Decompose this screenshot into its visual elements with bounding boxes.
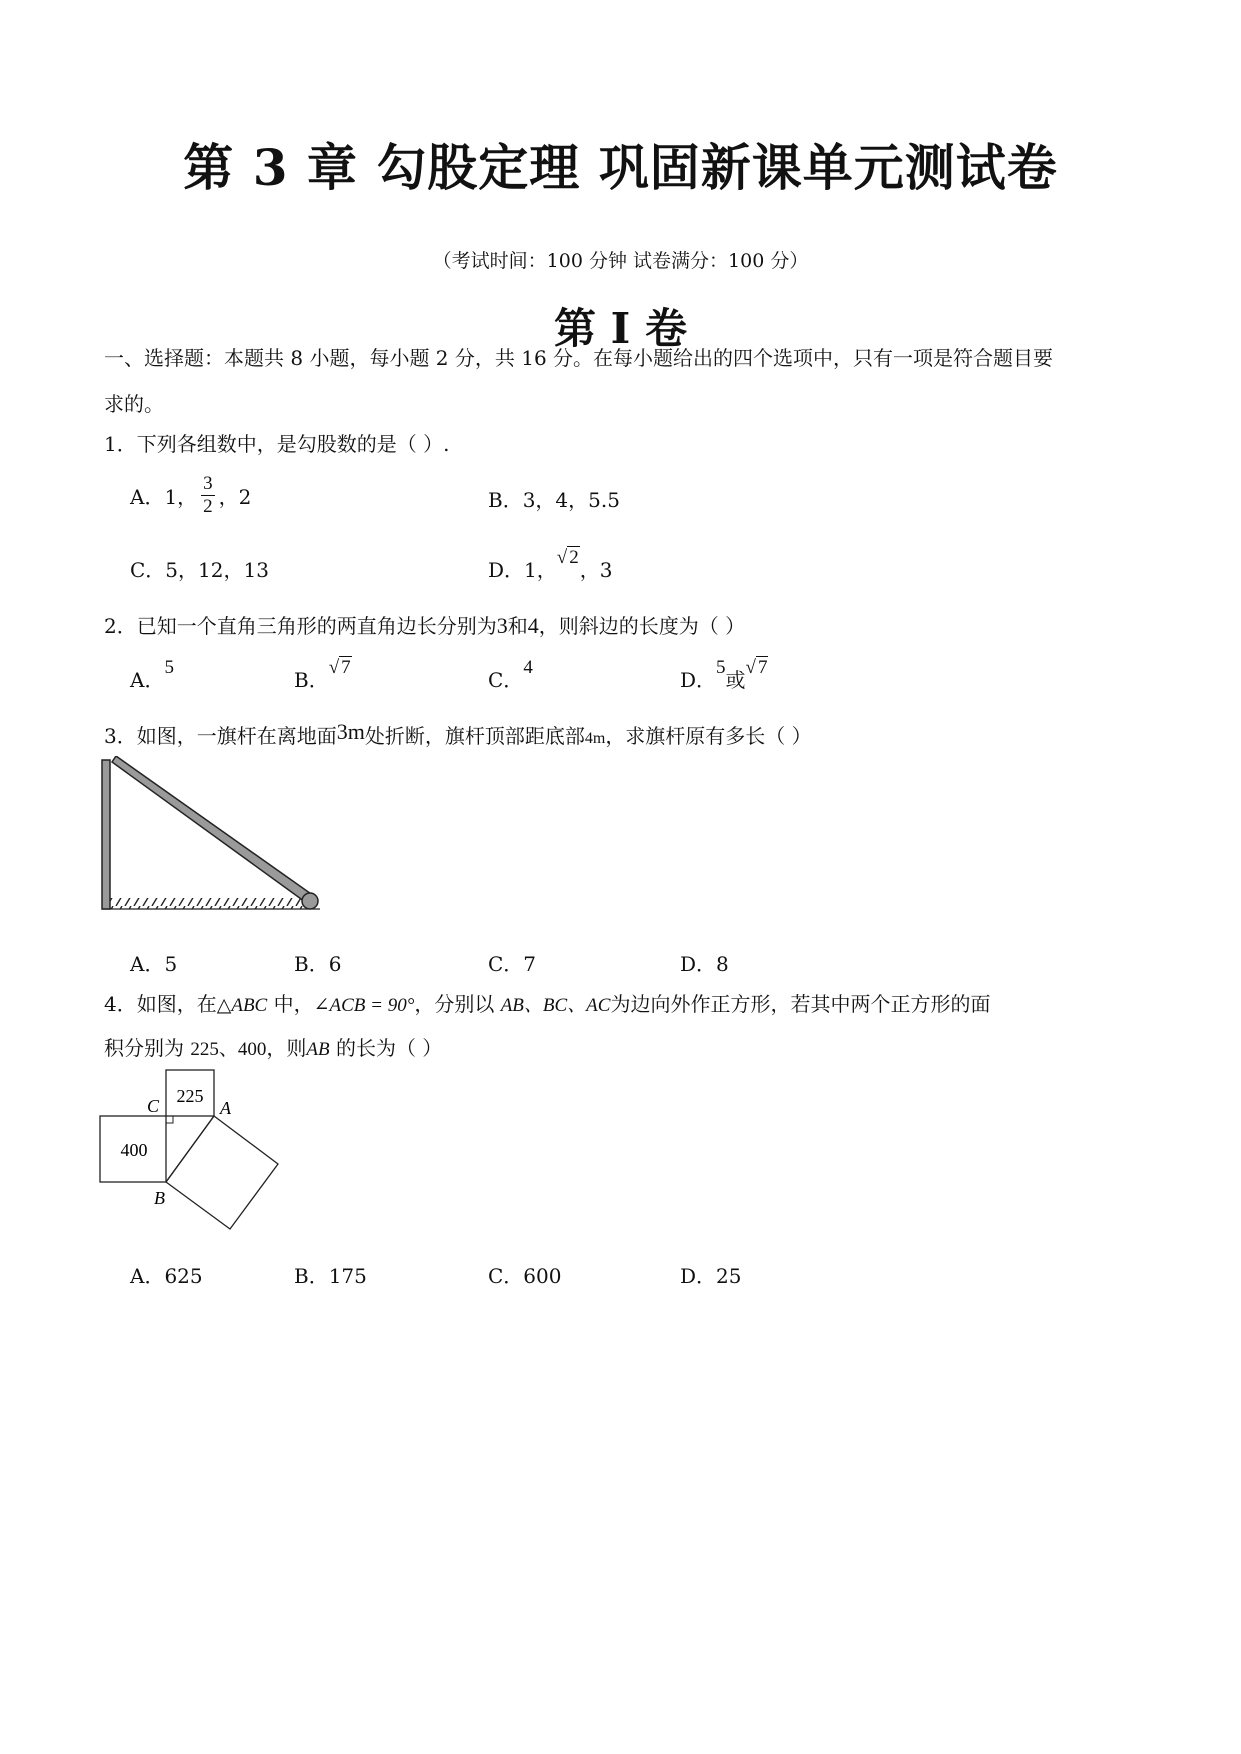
q2-option-d-value: 5 [716,657,726,678]
q2-option-d [680,657,768,693]
q2-option-d-sqrt: √ 7 [745,657,768,678]
q1-option-b: B．3，4，5.5 [488,488,620,512]
q1-option-a-prefix: A．1， [130,484,198,509]
q4-stem-line2 [104,1032,442,1061]
q1-option-d [488,547,613,583]
square-ab [166,1116,278,1229]
q4-option-a: A．625 [130,1264,203,1288]
flagpole-standing-part [102,760,110,909]
q1-option-d-prefix: D．1， [488,558,557,582]
q2-option-b-sqrt: √ 7 [328,657,351,678]
q4-stem-part5: 积分别为 [104,1036,184,1060]
flagpole-top-ball [302,893,318,909]
q3-stem-part2: 处折断，旗杆顶部距底部 [364,724,585,748]
right-angle-mark [166,1116,173,1123]
q4-angle: ∠ACB = 90° [313,995,415,1016]
q2-option-d-label: D． [680,668,717,692]
q3-distance: 4m [584,730,606,747]
flagpole-broken-part [112,756,314,904]
q2-stem-part2: ，则斜边的长度为（ ） [538,614,746,638]
q3-option-c: C．7 [488,952,537,976]
q2-option-a [130,657,174,693]
exam-info: （考试时间：100 分钟 试卷满分：100 分） [432,250,809,272]
label-vertex-a: A [220,1098,231,1118]
q1-option-c: C．5，12，13 [130,558,269,582]
label-small-square-area: 225 [176,1086,204,1106]
q1-stem: 1．下列各组数中，是勾股数的是（ ）. [104,432,450,456]
volume-heading: 第 I 卷 [554,304,687,353]
q4-option-d: D．25 [680,1264,742,1288]
q3-flagpole-figure [96,756,328,916]
label-vertex-c: C [147,1096,160,1116]
q2-stem-part1: 2．已知一个直角三角形的两直角边长分别为 [104,614,497,638]
q1-sqrt: √ 2 [556,547,579,568]
q4-ab: AB [306,1039,330,1060]
q2-option-c-value: 4 [523,657,533,678]
q3-option-a: A．5 [130,952,178,976]
q4-option-b: B．175 [294,1264,367,1288]
page-title: 第 3 章 勾股定理 巩固新课单元测试卷 [183,138,1058,197]
q4-stem-part2: 中， [273,992,314,1016]
q2-option-a-value: 5 [164,657,174,678]
q2-leg2: 4 [527,613,539,638]
q2-option-b-radicand: 7 [341,657,351,678]
q1-option-a-suffix: ，2 [218,484,252,509]
q2-option-a-label: A． [130,668,165,692]
q3-option-b: B．6 [294,952,342,976]
q4-stem-part3: ，分别以 [414,992,495,1016]
q2-option-c-label: C． [488,668,524,692]
q2-option-d-radicand: 7 [757,657,768,678]
q1-sqrt-radicand: 2 [569,547,579,568]
q1-option-d-suffix: ，3 [579,558,613,582]
q4-areas: 225、400 [190,1039,267,1060]
q4-option-c: C．600 [488,1264,562,1288]
section-instruction-line2: 求的。 [104,392,164,416]
q4-stem-part6: ，则 [266,1036,307,1060]
q4-sides: AB、BC、AC [500,995,611,1016]
q4-squares-figure [90,1064,290,1236]
q4-triangle: △ABC [216,995,268,1016]
q3-break-height: 3m [336,719,365,744]
q3-stem-part3: ，求旗杆原有多长（ ） [605,724,812,748]
q2-option-b-label: B． [294,668,329,692]
q1-option-a [130,466,251,524]
q3-stem [104,720,812,749]
q2-option-c [488,657,533,693]
label-vertex-b: B [154,1188,165,1208]
q2-leg1: 3 [496,613,508,638]
section-instruction-line1: 一、选择题：本题共 8 小题，每小题 2 分，共 16 分。在每小题给出的四个选项中，只有一项是符合题目要 [104,346,1054,370]
q2-option-d-or: 或 [725,668,746,692]
q2-stem-and: 和 [507,614,528,638]
q1-frac-denominator: 2 [203,495,213,517]
q4-stem-line1 [104,988,990,1017]
q2-option-b [294,657,352,693]
label-large-square-area: 400 [120,1140,148,1160]
q1-frac-numerator: 3 [203,472,213,494]
ground-hatching [102,898,320,909]
q4-stem-part1: 4．如图，在 [104,992,217,1016]
q4-stem-part7: 的长为（ ） [335,1036,443,1060]
q2-stem [104,610,745,639]
q1-option-a-fraction [201,473,215,518]
q3-option-d: D．8 [680,952,729,976]
q3-stem-part1: 3．如图，一旗杆在离地面 [104,724,337,748]
hypotenuse-ab [166,1116,214,1182]
q4-stem-part4: 为边向外作正方形，若其中两个正方形的面 [610,992,991,1016]
